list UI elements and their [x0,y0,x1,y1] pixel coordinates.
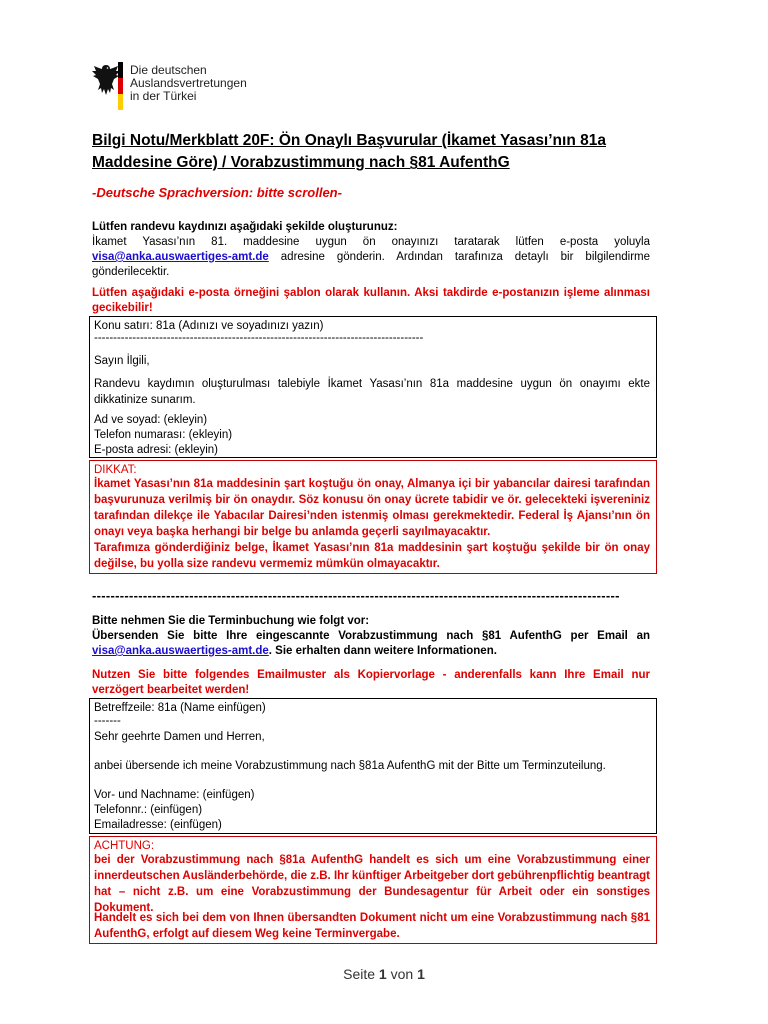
tr-template-body: Randevu kaydımın oluşturulması talebiyle İkamet Yasası’nın 81a maddesine uygun ön onayımı ekte dikkatinize sunarım. [94,378,650,406]
tr-notice-heading: DIKKAT: [94,464,137,476]
tr-template-subject: Konu satırı: 81a (Adınızı ve soyadınızı yazın) [94,320,324,332]
de-intro-pre: Übersenden Sie bitte Ihre eingescannte Vorabzustimmung nach §81 AufenthG per Email an [92,630,650,642]
logo-line: in der Türkei [130,89,197,103]
de-template-salutation: Sehr geehrte Damen und Herren, [94,731,265,743]
de-warning: Nutzen Sie bitte folgendes Emailmuster als Kopiervorlage - anderenfalls kann Ihre Email nur verzögert bearbeitet werden! [92,669,650,696]
tr-template-name: Ad ve soyad: (ekleyin) [94,414,208,426]
logo-line: Die deutschen [130,63,207,77]
german-flag-bar [118,62,123,110]
tr-template-salutation: Sayın İlgili, [94,355,150,367]
tr-email-template [89,316,657,458]
de-template-phone: Telefonnr.: (einfügen) [94,804,203,816]
de-notice-text-2: Handelt es sich bei dem von Ihnen übersandten Dokument nicht um eine Vorabzustimmung nach §81 AufenthG, erfolgt auf diesem Weg keine Terminvergabe. [94,912,650,940]
logo-line: Auslandsvertretungen [130,76,247,90]
tr-template-separator: -------------------------------------------------------------------------------------- [94,332,424,344]
de-email-link[interactable]: visa@anka.auswaertiges-amt.de [92,645,269,657]
tr-template-phone: Telefon numarası: (ekleyin) [94,429,233,441]
de-intro-heading: Bitte nehmen Sie die Terminbuchung wie folgt vor: [92,615,370,627]
page-number [0,966,768,982]
page-total: 1 [417,966,425,982]
de-template-body: anbei übersende ich meine Vorabzustimmung nach §81a AufenthG mit der Bitte um Terminzuteilung. [94,760,606,772]
de-notice-heading: ACHTUNG: [94,840,155,852]
page-sep: von [390,966,414,982]
de-template-subject: Betreffzeile: 81a (Name einfügen) [94,702,266,714]
de-template-mail: Emailadresse: (einfügen) [94,819,222,831]
tr-email-link[interactable]: visa@anka.auswaertiges-amt.de [92,251,269,263]
tr-notice-text-1: İkamet Yasası’nın 81a maddesinin şart koştuğu ön onay, Almanya içi bir yabancılar dairesi tarafından başvurunuza verilmiş bir ön onaydır. Söz konusu ön onay ücrete tabidir ve ör. gelecekteki işvereniniz tarafından dilekçe ile Yabacılar Dairesi’nden istenmiş olması gerekmektedir. Federal İş Ajansı’nın ön onayı veya başka herhangi bir belge bu anlamda geçerli sayılmayacaktır. [94,478,650,538]
de-email-template [89,698,657,834]
language-note: -Deutsche Sprachversion: bitte scrollen- [92,185,342,200]
logo-text [130,64,247,103]
tr-intro-text [92,235,650,280]
tr-notice-text-2: Tarafımıza gönderdiğiniz belge, İkamet Yasası’nın 81a maddesinin şart koştuğu şekilde bir ön onay değilse, bu yolla size randevu vermemiz mümkün olmayacaktır. [94,542,650,570]
de-template-separator: ------- [94,715,121,727]
tr-intro-pre: İkamet Yasası’nın 81. maddesine uygun ön onayınızı taratarak lütfen e-posta yoluyla [92,236,650,248]
tr-warning: Lütfen aşağıdaki e-posta örneğini şablon olarak kullanın. Aksi takdirde e-postanızın işleme alınması gecikebilir! [92,287,650,314]
tr-intro-post: adresine gönderin. Ardından tarafınıza detaylı bir bilgilendirme gönderilecektir. [92,251,650,278]
tr-notice-box [89,460,657,574]
section-divider: ------------------------------------------------------------------------------------------------------------------ [92,588,620,603]
de-notice-box [89,836,657,944]
tr-intro [92,220,650,280]
page-title: Bilgi Notu/Merkblatt 20F: Ön Onaylı Başvurular (İkamet Yasası’nın 81a Maddesine Göre) / Vorabzustimmung nach §81 AufenthG [92,132,606,171]
tr-template-mail: E-posta adresi: (ekleyin) [94,444,218,456]
de-template-name: Vor- und Nachname: (einfügen) [94,789,255,801]
page-label: Seite [343,966,376,982]
tr-intro-heading: Lütfen randevu kaydınızı aşağıdaki şekilde oluşturunuz: [92,221,398,233]
de-notice-text-1: bei der Vorabzustimmung nach §81a AufenthG handelt es sich um eine Vorabzustimmung einer innerdeutschen Ausländerbehörde, die z.B. Ihr künftiger Arbeitgeber dort gebührenpflichtig beantragt hat – nicht z.B. um eine Vorabzustimmung der Bundesagentur für Arbeit oder ein sonstiges Dokument. [94,854,650,914]
de-intro-text [92,629,650,659]
page-current: 1 [378,966,387,982]
de-intro [92,614,650,659]
de-intro-post: . Sie erhalten dann weitere Informationen. [268,645,497,657]
